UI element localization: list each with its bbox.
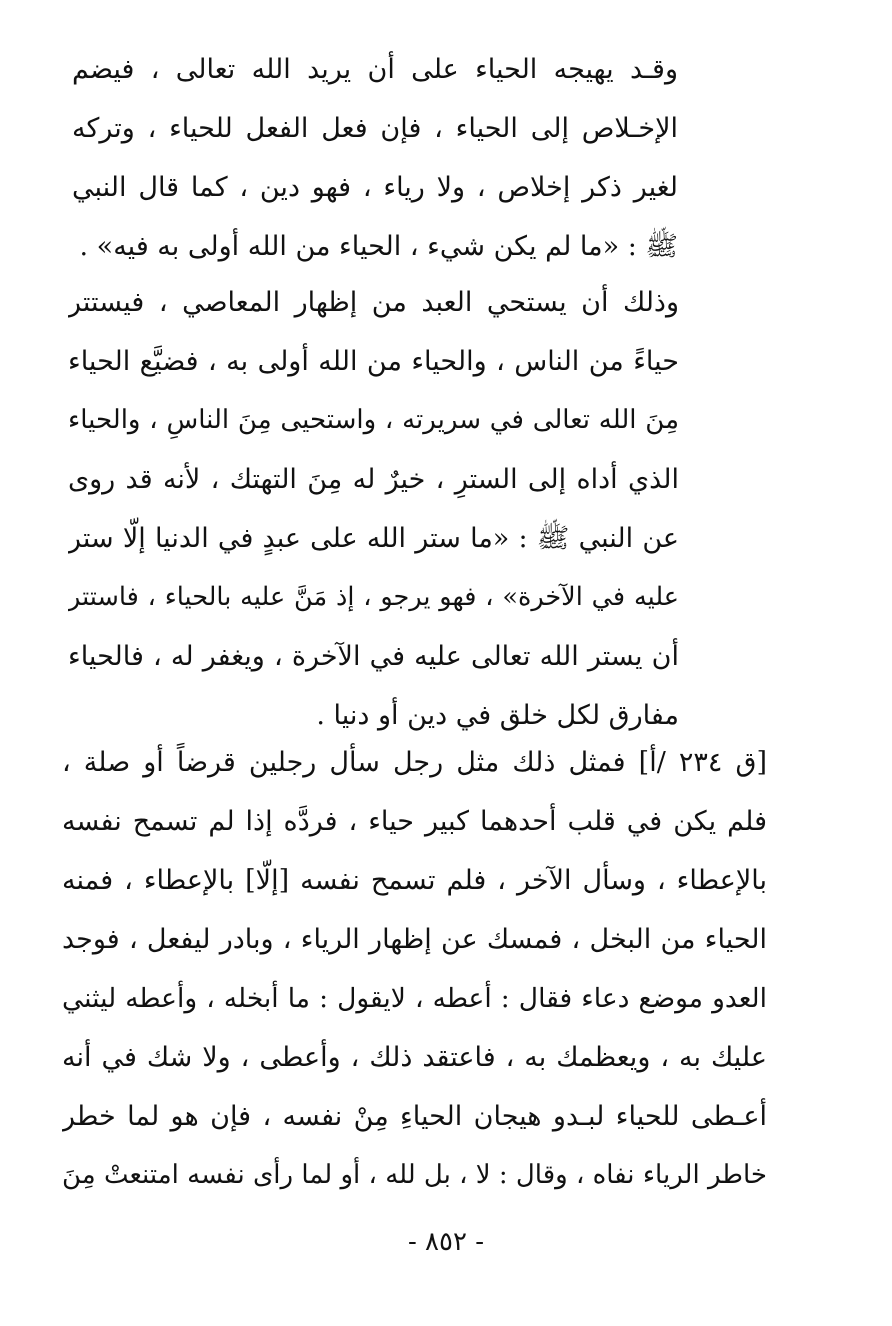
text-line: خاطر الرياء نفاه ، وقال : لا ، بل لله ، أو لما رأى نفسه امتنعتْ مِنَ xyxy=(62,1160,767,1190)
text-line: مِنَ الله تعالى في سريرته ، واستحيى مِنَ الناسِ ، والحياء xyxy=(68,405,679,435)
text-line: العدو موضع دعاء فقال : أعطه ، لايقول : ما أبخله ، وأعطه ليثني xyxy=(62,983,767,1014)
text-line: ﷺ : «ما لم يكن شيء ، الحياء من الله أولى به فيه» . xyxy=(79,231,678,262)
paragraph-2 xyxy=(68,273,679,745)
text-line: لغير ذكر إخلاص ، ولا رياء ، فهو دين ، كما قال النبي xyxy=(72,172,678,203)
text-line: بالإعطاء ، وسأل الآخر ، فلم تسمح نفسه [إلّا] بالإعطاء ، فمنه xyxy=(62,865,767,896)
paragraph-3 xyxy=(62,733,767,1205)
text-line: عليك به ، ويعظمك به ، فاعتقد ذلك ، وأعطى ، ولا شك في أنه xyxy=(62,1042,767,1073)
text-line: حياءً من الناس ، والحياء من الله أولى به ، فضيَّع الحياء xyxy=(68,346,679,377)
text-line: فلم يكن في قلب أحدهما كبير حياء ، فردَّه إذا لم تسمح نفسه xyxy=(62,806,767,837)
text-line: وقـد يهيجه الحياء على أن يريد الله تعالى ، فيضم xyxy=(72,54,678,85)
paragraph-1 xyxy=(72,40,678,276)
text-line: مفارق لكل خلق في دين أو دنيا . xyxy=(316,700,679,731)
text-line: الإخـلاص إلى الحياء ، فإن فعل الفعل للحياء ، وتركه xyxy=(72,113,678,144)
text-line: أعـطى للحياء لبـدو هيجان الحياءِ مِنْ نفسه ، فإن هو لما خطر xyxy=(62,1101,767,1132)
text-line: عليه في الآخرة» ، فهو يرجو ، إذ مَنَّ عليه بالحياء ، فاستتر xyxy=(68,582,679,612)
text-line: وذلك أن يستحي العبد من إظهار المعاصي ، فيستتر xyxy=(68,287,679,318)
text-line: أن يستر الله تعالى عليه في الآخرة ، ويغفر له ، فالحياء xyxy=(68,641,679,672)
text-line: الذي أداه إلى السترِ ، خيرٌ له مِنَ التهتك ، لأنه قد روى xyxy=(68,464,679,495)
page-number: - ٨٥٢ - xyxy=(407,1227,485,1257)
text-line: عن النبي ﷺ : «ما ستر الله على عبدٍ في الدنيا إلّا ستر xyxy=(68,523,679,554)
text-line: الحياء من البخل ، فمسك عن إظهار الرياء ، وبادر ليفعل ، فوجد xyxy=(62,924,767,955)
text-line: [ق ٢٣٤ /أ] فمثل ذلك مثل رجل سأل رجلين قرضاً أو صلة ، xyxy=(62,747,767,778)
